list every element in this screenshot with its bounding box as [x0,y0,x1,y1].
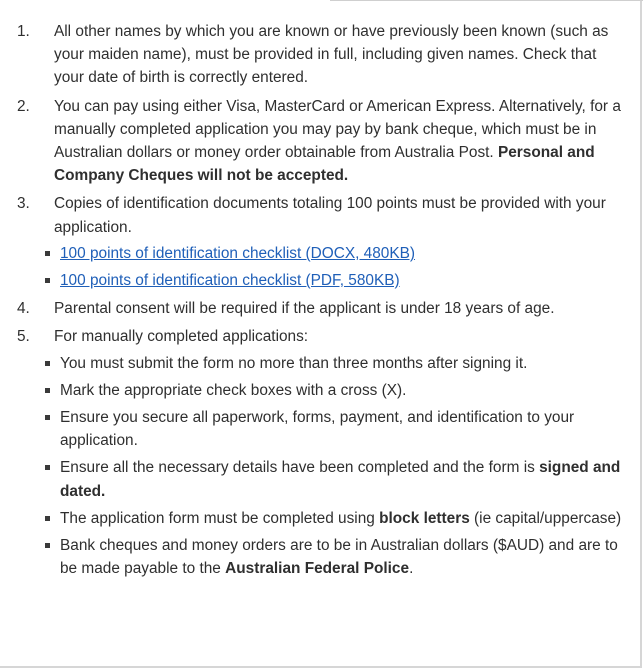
list-item-3 [12,192,626,292]
list-item [12,269,626,292]
list-item [12,456,626,502]
item-text: For manually completed applications: [54,328,309,346]
list-item [12,534,626,580]
bullet-icon [45,278,50,283]
bullet-text: Ensure you secure all paperwork, forms, payment, and identification to your application. [60,409,575,450]
bullet-text-end: (ie capital/uppercase) [469,509,622,527]
bullet-icon [45,415,50,420]
list-item-4 [12,297,626,320]
item-number: 2. [17,97,30,115]
list-item-5 [12,325,626,580]
bullet-icon [45,361,50,366]
list-item [12,242,626,265]
docx-checklist-link[interactable]: 100 points of identification checklist (DOCX, 480KB) [60,244,416,262]
item-text: Parental consent will be required if the applicant is under 18 years of age. [54,300,555,318]
bullet-bold-text: block letters [379,509,470,527]
bullet-text: Bank cheques and money orders are to be in Australian dollars ($AUD) and are to be made payable to the [60,537,618,578]
list-item [12,352,626,375]
requirements-list [12,20,626,585]
bullet-text: Mark the appropriate check boxes with a cross (X). [60,381,407,399]
bullet-text: The application form must be completed using [60,509,380,527]
bullet-icon [45,465,50,470]
bullet-bold-text: signed and dated. [60,459,621,500]
list-item-1 [12,20,626,90]
item-text: All other names by which you are known or have previously been known (such as your maiden name), must be provided in full, including given names. Check that your date of birth is correctly entered. [54,23,609,87]
item-number: 5. [17,328,30,346]
list-item [12,507,626,530]
bullet-icon [45,543,50,548]
item-text: You can pay using either Visa, MasterCard or American Express. Alternatively, for a manually completed application you may pay by bank cheque, which must be in Australian dollars or money order obtainable from Australia Post. [54,97,621,162]
item-number: 3. [17,195,30,213]
list-item [12,379,626,402]
manual-application-bullets [54,352,626,581]
top-divider [330,0,643,1]
bullet-text-end: . [409,560,414,578]
item-bold-text: Personal and Company Cheques will not be accepted. [54,144,595,185]
checklist-links [54,242,626,292]
list-item-2 [12,95,626,188]
item-number: 4. [17,300,30,318]
item-text: Copies of identification documents totaling 100 points must be provided with your application. [54,195,606,236]
bullet-icon [45,388,50,393]
bullet-icon [45,516,50,521]
bullet-icon [45,251,50,256]
pdf-checklist-link[interactable]: 100 points of identification checklist (PDF, 580KB) [60,272,400,290]
list-item [12,406,626,452]
bullet-bold-text: Australian Federal Police [225,560,410,578]
bullet-text: You must submit the form no more than three months after signing it. [60,354,528,372]
bullet-text: Ensure all the necessary details have been completed and the form is [60,459,540,477]
item-number: 1. [17,23,30,40]
